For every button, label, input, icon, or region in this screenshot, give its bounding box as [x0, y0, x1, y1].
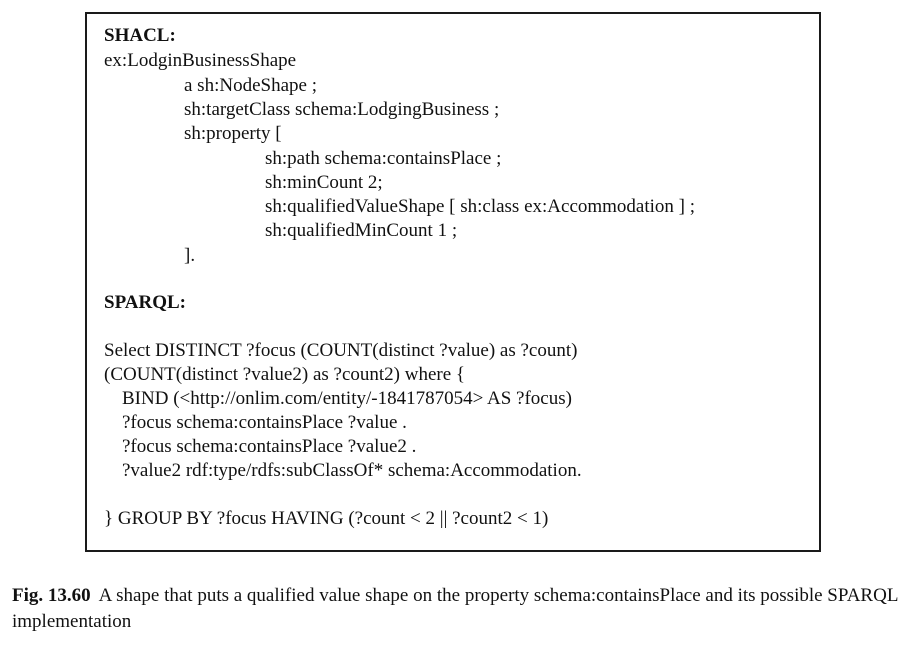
sparql-line: Select DISTINCT ?focus (COUNT(distinct ?value) as ?count) — [104, 340, 578, 361]
shacl-line: sh:minCount 2; — [265, 172, 383, 193]
shacl-heading: SHACL: — [104, 25, 176, 46]
shacl-line: sh:targetClass schema:LodgingBusiness ; — [184, 99, 500, 120]
sparql-line: (COUNT(distinct ?value2) as ?count2) where { — [104, 364, 466, 385]
figure-label: Fig. 13.60 — [12, 585, 91, 606]
shacl-line: ex:LodginBusinessShape — [104, 50, 297, 71]
shacl-line: sh:qualifiedValueShape [ sh:class ex:Accommodation ] ; — [265, 196, 696, 217]
shacl-line: ]. — [184, 245, 196, 266]
code-listing-box — [85, 12, 821, 552]
sparql-heading: SPARQL: — [104, 292, 186, 313]
figure-caption-text: A shape that puts a qualified value shape on the property schema:containsPlace and its possible SPARQL implementation — [12, 585, 898, 632]
shacl-line: sh:path schema:containsPlace ; — [265, 148, 502, 169]
sparql-line: ?focus schema:containsPlace ?value . — [122, 412, 407, 433]
sparql-line: ?value2 rdf:type/rdfs:subClassOf* schema:Accommodation. — [122, 460, 582, 481]
shacl-line: a sh:NodeShape ; — [184, 75, 317, 96]
figure-caption — [12, 583, 898, 635]
sparql-line: ?focus schema:containsPlace ?value2 . — [122, 436, 417, 457]
sparql-line: } GROUP BY ?focus HAVING (?count < 2 || ?count2 < 1) — [104, 508, 549, 529]
shacl-line: sh:property [ — [184, 123, 282, 144]
shacl-line: sh:qualifiedMinCount 1 ; — [265, 220, 458, 241]
sparql-line: BIND (<http://onlim.com/entity/-1841787054> AS ?focus) — [122, 388, 572, 409]
